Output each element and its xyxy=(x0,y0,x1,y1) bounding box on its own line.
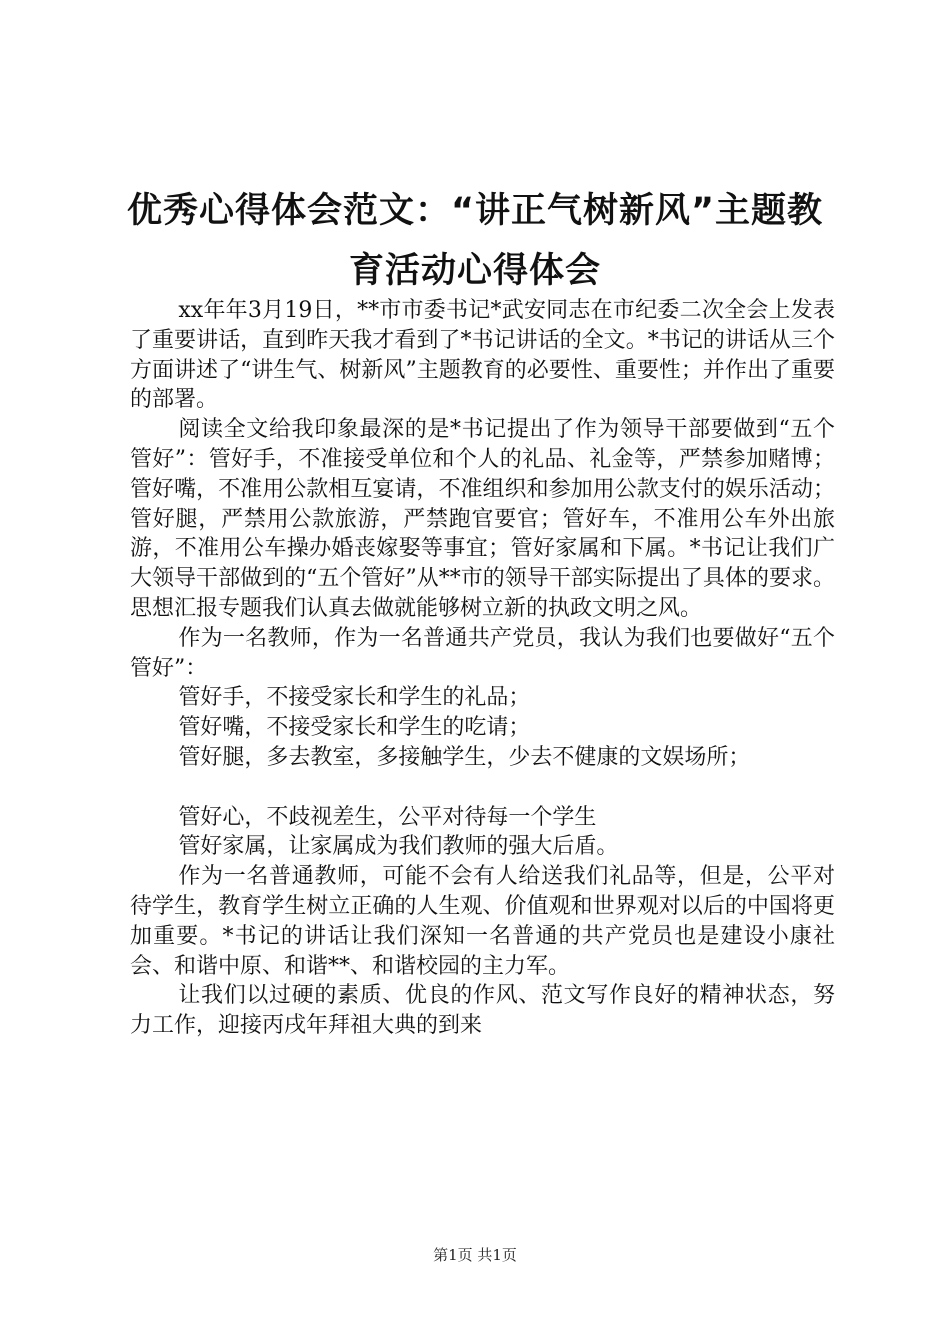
list-item-mouth: 管好嘴，不接受家长和学生的吃请； xyxy=(178,715,531,741)
list-item-heart: 管好心，不歧视差生，公平对待每一个学生 xyxy=(178,804,597,830)
paragraph-as-teacher: 作为一名教师，作为一名普通共产党员，我认为我们也要做好“五个管好”： xyxy=(130,625,835,681)
document-body xyxy=(130,296,835,1041)
paragraph-closing: 让我们以过硬的素质、优良的作风、范文写作良好的精神状态，努力工作，迎接丙戌年拜祖大典的到来 xyxy=(130,983,835,1039)
list-item-legs: 管好腿，多去教室，多接触学生，少去不健康的文娱场所； xyxy=(178,744,751,770)
paragraph-five-goods: 阅读全文给我印象最深的是*书记提出了作为领导干部要做到“五个管好”：管好手，不准接受单位和个人的礼品、礼金等，严禁参加赌博；管好嘴，不准用公款相互宴请，不准组织和参加用公款支付的娱乐活动；管好腿，严禁用公款旅游，严禁跑官要官；管好车，不准用公车外出旅游，不准用公车操办婚丧嫁娶等事宜；管好家属和下属。*书记让我们广大领导干部做到的“五个管好”从**市的领导干部实际提出了具体的要求。思想汇报专题我们认真去做就能够树立新的执政文明之风。 xyxy=(130,417,835,621)
document-title-line-2: 育活动心得体会 xyxy=(348,251,601,291)
list-item-family: 管好家属，让家属成为我们教师的强大后盾。 xyxy=(178,834,619,860)
document-title-line-1: 优秀心得体会范文：“讲正气树新风”主题教 xyxy=(126,191,823,231)
page-footer: 第1页 共1页 xyxy=(433,1246,517,1264)
paragraph-ordinary-teacher: 作为一名普通教师，可能不会有人给送我们礼品等，但是，公平对待学生，教育学生树立正确的人生观、价值观和世界观对以后的中国将更加重要。*书记的讲话让我们深知一名普通的共产党员也是建设小康社会、和谐中原、和谐**、和谐校园的主力军。 xyxy=(130,864,835,979)
paragraph-intro: xx年年3月19日，**市市委书记*武安同志在市纪委二次全会上发表了重要讲话，直到昨天我才看到了*书记讲话的全文。*书记的讲话从三个方面讲述了“讲生气、树新风”主题教育的必要性、重要性；并作出了重要的部署。 xyxy=(130,298,835,413)
blank-line xyxy=(130,773,835,803)
list-item-hands: 管好手，不接受家长和学生的礼品； xyxy=(178,685,531,711)
